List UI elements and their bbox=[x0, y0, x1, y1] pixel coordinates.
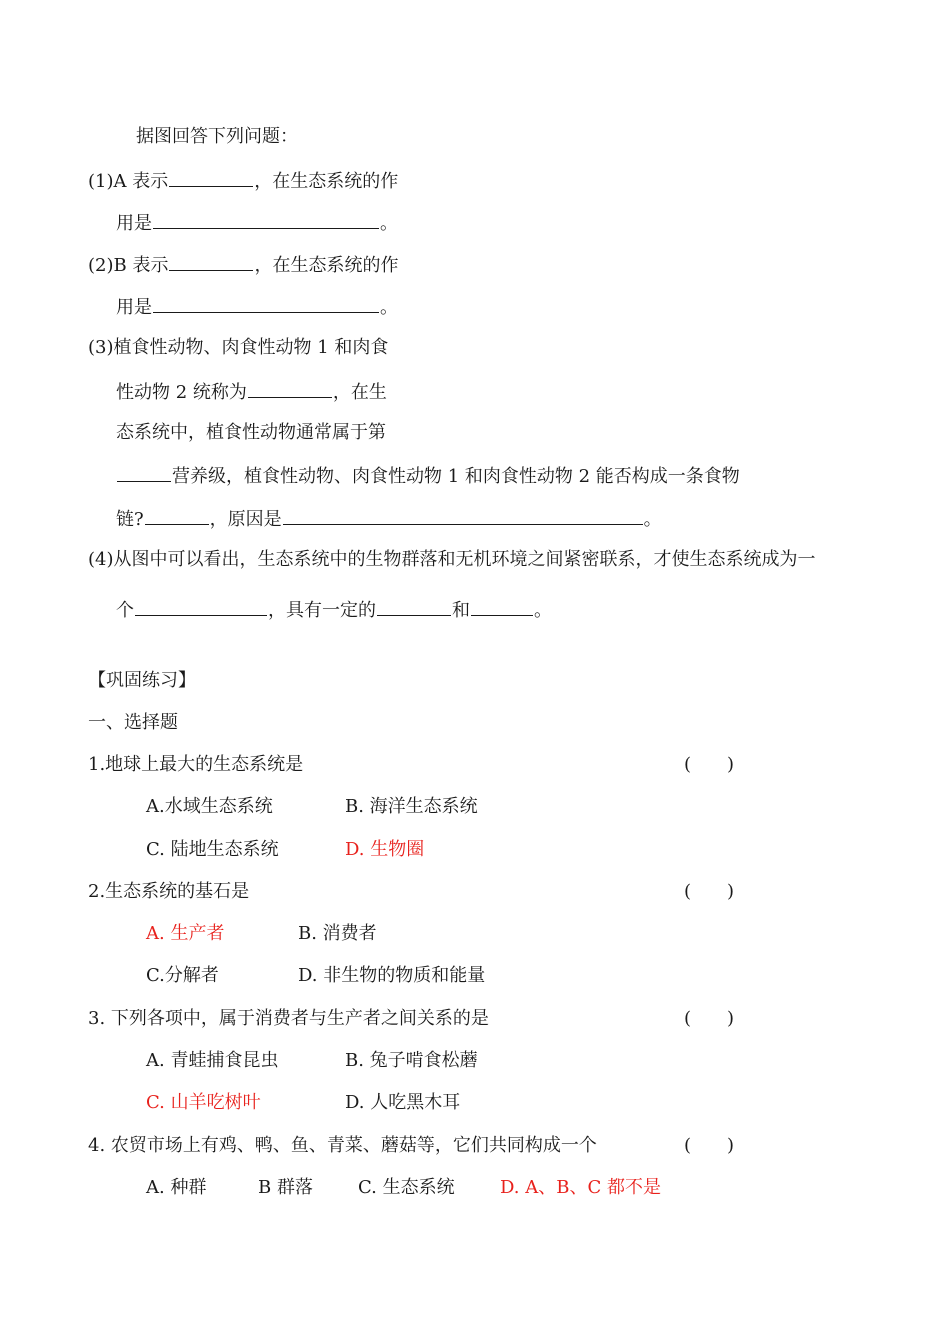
mcq-2-stem: 2.生态系统的基石是 bbox=[88, 881, 250, 902]
mcq-1-option-c[interactable]: C. 陆地生态系统 bbox=[146, 839, 279, 860]
q3-blank-consumers[interactable] bbox=[248, 379, 332, 398]
mcq-4-option-a[interactable]: A. 种群 bbox=[146, 1177, 207, 1198]
q4-blank-whole[interactable] bbox=[135, 597, 267, 616]
q2-suffix: ，在生态系统的作 bbox=[254, 255, 399, 276]
q2-blank-b[interactable] bbox=[169, 252, 253, 271]
q3-blank-level[interactable] bbox=[117, 463, 171, 482]
mcq-1-option-a[interactable]: A.水域生态系统 bbox=[146, 796, 273, 817]
q3-l4-text: 营养级，植食性动物、肉食性动物 1 和肉食性动物 2 能否构成一条食物 bbox=[172, 466, 740, 487]
q3-period: 。 bbox=[643, 509, 662, 530]
q4-blank-first[interactable] bbox=[377, 597, 451, 616]
q2-blank-role[interactable] bbox=[153, 294, 379, 313]
q4-period: 。 bbox=[534, 600, 552, 621]
mcq-3-option-b[interactable]: B. 兔子啃食松蘑 bbox=[345, 1050, 478, 1071]
mcq-4-option-d-answer[interactable]: D. A、B、C 都不是 bbox=[500, 1177, 661, 1198]
mcq-2-option-b[interactable]: B. 消费者 bbox=[298, 923, 377, 944]
q2-role-label: 用是 bbox=[116, 297, 152, 318]
mcq-1-answer-paren[interactable]: ( ) bbox=[684, 754, 735, 775]
mcq-2-option-c[interactable]: C.分解者 bbox=[146, 965, 219, 986]
q2-line1 bbox=[88, 252, 398, 278]
mcq-3-answer-paren[interactable]: ( ) bbox=[684, 1008, 735, 1029]
mcq-3-stem: 3. 下列各项中，属于消费者与生产者之间关系的是 bbox=[88, 1008, 489, 1029]
mcq-2-answer-paren[interactable]: ( ) bbox=[684, 881, 735, 902]
mcq-4-option-b[interactable]: B 群落 bbox=[258, 1177, 313, 1198]
q3-line3: 态系统中，植食性动物通常属于第 bbox=[116, 422, 386, 443]
q1-line2 bbox=[116, 210, 398, 236]
q2-period: 。 bbox=[380, 297, 398, 318]
mcq-4-option-c[interactable]: C. 生态系统 bbox=[358, 1177, 455, 1198]
q4-l2-mid: ，具有一定的 bbox=[268, 600, 376, 621]
mcq-2-option-a-answer[interactable]: A. 生产者 bbox=[146, 923, 225, 944]
mcq-1-option-b[interactable]: B. 海洋生态系统 bbox=[345, 796, 478, 817]
q1-role-label: 用是 bbox=[116, 213, 152, 234]
mcq-3-option-d[interactable]: D. 人吃黑木耳 bbox=[345, 1092, 461, 1113]
q1-suffix: ，在生态系统的作 bbox=[254, 171, 399, 192]
mcq-4-answer-paren[interactable]: ( ) bbox=[684, 1135, 735, 1156]
q4-l2-prefix: 个 bbox=[116, 600, 134, 621]
mcq-3-option-c-answer[interactable]: C. 山羊吃树叶 bbox=[146, 1092, 261, 1113]
mcq-1-option-d-answer[interactable]: D. 生物圈 bbox=[345, 839, 425, 860]
q4-line2 bbox=[116, 597, 552, 623]
q3-l2-text: 性动物 2 统称为 bbox=[116, 382, 247, 403]
q1-blank-a[interactable] bbox=[169, 168, 253, 187]
q3-line1: (3)植食性动物、肉食性动物 1 和肉食 bbox=[88, 337, 389, 358]
q3-blank-chain[interactable] bbox=[145, 506, 209, 525]
q3-blank-reason[interactable] bbox=[283, 506, 643, 525]
q3-line5 bbox=[116, 506, 662, 532]
mcq-2-option-d[interactable]: D. 非生物的物质和能量 bbox=[298, 965, 486, 986]
q3-line4 bbox=[116, 463, 740, 489]
section-title: 【巩固练习】 bbox=[88, 670, 196, 691]
q4-l2-and: 和 bbox=[452, 600, 470, 621]
q3-reason-label: ，原因是 bbox=[209, 509, 282, 530]
intro-text: 据图回答下列问题： bbox=[136, 126, 298, 147]
q4-blank-second[interactable] bbox=[471, 597, 533, 616]
q2-line2 bbox=[116, 294, 398, 320]
q1-line1 bbox=[88, 168, 398, 194]
mcq-3-option-a[interactable]: A. 青蛙捕食昆虫 bbox=[146, 1050, 279, 1071]
q1-prefix: (1)A 表示 bbox=[88, 171, 169, 192]
mcq-1-stem: 1.地球上最大的生态系统是 bbox=[88, 754, 304, 775]
mcq-4-stem: 4. 农贸市场上有鸡、鸭、鱼、青菜、蘑菇等，它们共同构成一个 bbox=[88, 1135, 597, 1156]
q2-prefix: (2)B 表示 bbox=[88, 255, 169, 276]
q3-line2 bbox=[116, 379, 387, 405]
q3-l2-suffix: ，在生 bbox=[332, 382, 387, 403]
q1-blank-role[interactable] bbox=[153, 210, 379, 229]
q1-period: 。 bbox=[380, 213, 398, 234]
q4-line1: (4)从图中可以看出，生态系统中的生物群落和无机环境之间紧密联系，才使生态系统成为一 bbox=[88, 549, 816, 570]
q3-chain-label: 链? bbox=[116, 509, 144, 530]
part-title: 一、选择题 bbox=[88, 712, 178, 733]
